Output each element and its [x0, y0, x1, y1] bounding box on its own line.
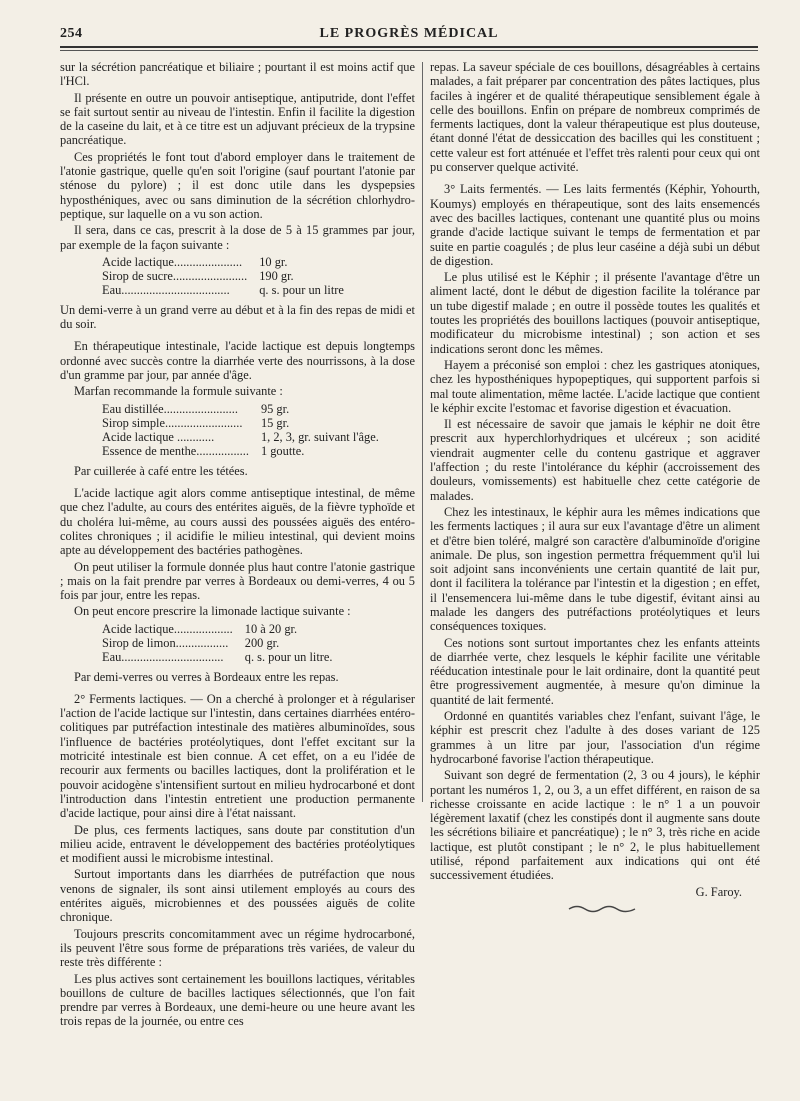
paragraph: Marfan recommande la formule suivante : [74, 384, 283, 399]
paragraph: Toujours prescrits concomitamment avec un régime hydrocarboné, ils peuvent l'être sous forme de préparations très variées, de valeur du reste très différente : [60, 926, 415, 970]
formula-row: Acide lactique ............ 1, 2, 3, gr. suivant l'âge. [102, 430, 379, 445]
paragraph: Par cuillerée à café entre les tétées. [74, 463, 248, 478]
paragraph: 3° Laits fermentés. — Les laits fermentés (Képhir, Yohourth, Koumys) employés en thérapeutique, sont des laits ensemencés avec des bacilles lactiques, contenant une quantité plus ou moins grande d'acide lactique suivant le temps de fermentation et par suite en partie coagulés ; de plus leur caséine a déjà subi un début de digestion. [430, 182, 760, 268]
formula-row: Eau................................... q. s. pour un litre [102, 283, 344, 298]
paragraph: Un demi-verre à un grand verre au début et à la fin des repas de midi et du soir. [60, 302, 415, 332]
formula-table [102, 402, 379, 459]
left-column [60, 60, 415, 1031]
tailpiece-ornament [567, 902, 637, 916]
formula-row: Eau distillée........................ 95 gr. [102, 401, 290, 416]
header-rule [60, 46, 758, 48]
formula-row: Acide lactique................... 10 à 20 gr. [102, 621, 298, 636]
formula-row: Sirop de limon................. 200 gr. [102, 635, 280, 650]
header-rule-thin [60, 50, 758, 51]
paragraph: Il sera, dans ce cas, prescrit à la dose de 5 à 15 grammes par jour, par exemple de la façon suivante : [60, 223, 415, 252]
paragraph: sur la sécrétion pancréatique et biliaire ; pourtant il est moins actif que l'HCl. [60, 60, 415, 89]
paragraph: Hayem a préconisé son emploi : chez les gastriques atoniques, chez les hyposthéniques hypopeptiques, qui supportent parfois si mal toute alimentation, même lactée. L'acide lactique que contient le képhir excite l'estomac et favorise digestion et évacuation. [430, 357, 760, 415]
paragraph: Par demi-verres ou verres à Bordeaux entre les repas. [74, 669, 339, 684]
paragraph: Il est nécessaire de savoir que jamais le képhir ne doit être prescrit aux hyperchlorhydriques et ulcéreux ; son acidité viendrait augmenter celle du contenu gastrique et aggraver l'affection ; du reste l'intolérance du képhir (accroissement des douleurs, vomissements) est habituelle chez cette catégorie de malades. [430, 417, 760, 503]
paragraph: Ces notions sont surtout importantes chez les enfants atteints de diarrhée verte, chez lesquels le képhir facilite une véritable rééducation intestinale pour le lait ordinaire, dont la quantité peut être progressivement augmentée, à mesure qu'on diminue la quantité de lait fermenté. [430, 635, 760, 707]
column-divider [422, 62, 423, 802]
paragraph: En thérapeutique intestinale, l'acide lactique est depuis longtemps ordonné avec succès contre la diarrhée verte des nourrissons, à la dose d'un gramme par jour, par année d'âge. [60, 339, 415, 382]
formula-row: Sirop simple......................... 15 gr. [102, 415, 290, 430]
paragraph: On peut encore prescrire la limonade lactique suivante : [74, 604, 351, 619]
journal-title: LE PROGRÈS MÉDICAL [319, 26, 499, 41]
paragraph: Ces propriétés le font tout d'abord employer dans le traitement de l'atonie gastrique, quelle qu'en soit l'origine (sauf pourtant l'atonie par sténose du pylore) ; il est donc utile dans les dyspepsies hyposthéniques, avec ou sans diminution de la sécrétion chlorhydro-peptique, sur laquelle on a vu son action. [60, 149, 415, 221]
paragraph: Suivant son degré de fermentation (2, 3 ou 4 jours), le képhir portant les numéros 1, 2, ou 3, a un effet différent, en raison de sa richesse croissante en acide lactique : le n° 1 a un pouvoir légèrement laxatif (chez les constipés dont il augmente sans doute les sécrétions biliaire et pancréatique) ; le n° 3, très riche en acide lactique, est plutôt constipant ; le n° 2, le plus habituellement utilisé, répond parfaitement aux indications qui ont été successivement étudiées. [430, 768, 760, 883]
paragraph: Surtout importants dans les diarrhées de putréfaction que nous venons de signaler, ils sont ainsi utilement employés au cours des entérites aiguës, microbiennes et des poussées aiguës de colite chronique. [60, 867, 415, 925]
formula-row: Essence de menthe................. 1 goutte. [102, 444, 305, 459]
right-column [430, 60, 760, 899]
running-header [60, 26, 758, 46]
paragraph: Ordonné en quantités variables chez l'enfant, suivant l'âge, le képhir est prescrit chez l'adulte à des doses variant de 125 grammes à un litre par jour, l'association d'un régime hydrocarboné favorise l'action thérapeutique. [430, 709, 760, 766]
author-signature: G. Faroy. [695, 884, 742, 899]
formula-row: Acide lactique...................... 10 gr. [102, 254, 288, 269]
paragraph: Les plus actives sont certainement les bouillons lactiques, véritables bouillons de culture de bacilles lactiques sélectionnés, que l'on fait prendre par verres à Bordeaux, une demi-heure ou une heure avant les trois repas de la journée, ou entre ces [60, 971, 415, 1029]
paragraph: L'acide lactique agit alors comme antiseptique intestinal, de même que chez l'adulte, au cours des entérites aiguës, de la fièvre typhoïde et du choléra lui-même, au cours aussi des poussées aiguës des entéro-colites chroniques ; il acidifie le milieu intestinal, qui devient moins apte au développement des bactéries pathogènes. [60, 486, 415, 558]
paragraph: De plus, ces ferments lactiques, sans doute par constitution d'un milieu acide, entravent le développement des bactéries protéolytiques et modifient aussi le microbisme intestinal. [60, 822, 415, 866]
formula-table [102, 622, 333, 665]
paragraph: Chez les intestinaux, le képhir aura les mêmes indications que les ferments lactiques ; il aura sur eux l'avantage d'être un aliment et d'être bien toléré, malgré son caractère d'albuminoïde d'origine animale. De plus, son ingestion permettra fréquemment qu'il lui soit adjoint sans inconvénients une certain quantité de lait pur, dont il facilitera la tolérance par l'intestin et la digestion ; en effet, il l'ensemencera lui-même dans le tube digestif, évitant ainsi au malade les dangers des putréfactions protéolytiques et leurs conséquences toxiques. [430, 504, 760, 634]
formula-row: Sirop de sucre........................ 190 gr. [102, 269, 294, 284]
paragraph: On peut utiliser la formule donnée plus haut contre l'atonie gastrique ; mais on la fait prendre par verres à Bordeaux ou demi-verres, 4 ou 5 fois par jour, entre les repas. [60, 559, 415, 603]
paragraph: Le plus utilisé est le Képhir ; il présente l'avantage d'être un aliment lacté, dont le début de digestion facilite la tolérance par un tube digestif malade ; en outre il possède toutes les qualités et toutes les propriétés des bouillons lactiques (pouvoir antiseptique, modificateur du microbisme intestinal) ; son action et ses indications seront donc les mêmes. [430, 270, 760, 356]
formula-row: Eau................................. q. s. pour un litre. [102, 650, 333, 665]
paragraph: 2° Ferments lactiques. — On a cherché à prolonger et à régulariser l'action de l'acide lactique sur l'intestin, dans certaines diarrhées entéro-colitiques par putréfaction intestinale des matières albuminoïdes, sous l'influence de bactéries protéolytiques, dont l'effet excitant sur la motricité intestinale est bien connue. A cet effet, on a eu l'idée de recourir aux ferments ou bacilles lactiques, dont la prolifération et le pouvoir acidogène s'intensifient surtout en milieu hydrocarboné et dont l'introduction dans l'intestin entretient une production permanente d'acide lactique, pour ainsi dire à l'état naissant. [60, 691, 415, 821]
formula-table [102, 255, 344, 298]
paragraph: repas. La saveur spéciale de ces bouillons, désagréables à certains malades, a fait préparer par concentration des pâtes lactiques, plus faciles à ingérer et de qualité thérapeutique sensiblement égale à celle des bouillons. Enfin on prépare de nombreux comprimés de ferments lactiques, dont la valeur thérapeutique est plus douteuse, étant donné l'état de dessiccation des bacilles qui les constituent ; cette valeur est fort atténuée et l'effet très ralenti pour ceux qui ont pu conserver quelque activité. [430, 60, 760, 175]
paragraph: Il présente en outre un pouvoir antiseptique, antiputride, dont l'effet se fait surtout sentir au niveau de l'intestin. Enfin il facilite la digestion de la caseine du lait, et à ce titre est un adjuvant précieux de la trypsine pancréatique. [60, 90, 415, 148]
page-number: 254 [60, 26, 83, 41]
